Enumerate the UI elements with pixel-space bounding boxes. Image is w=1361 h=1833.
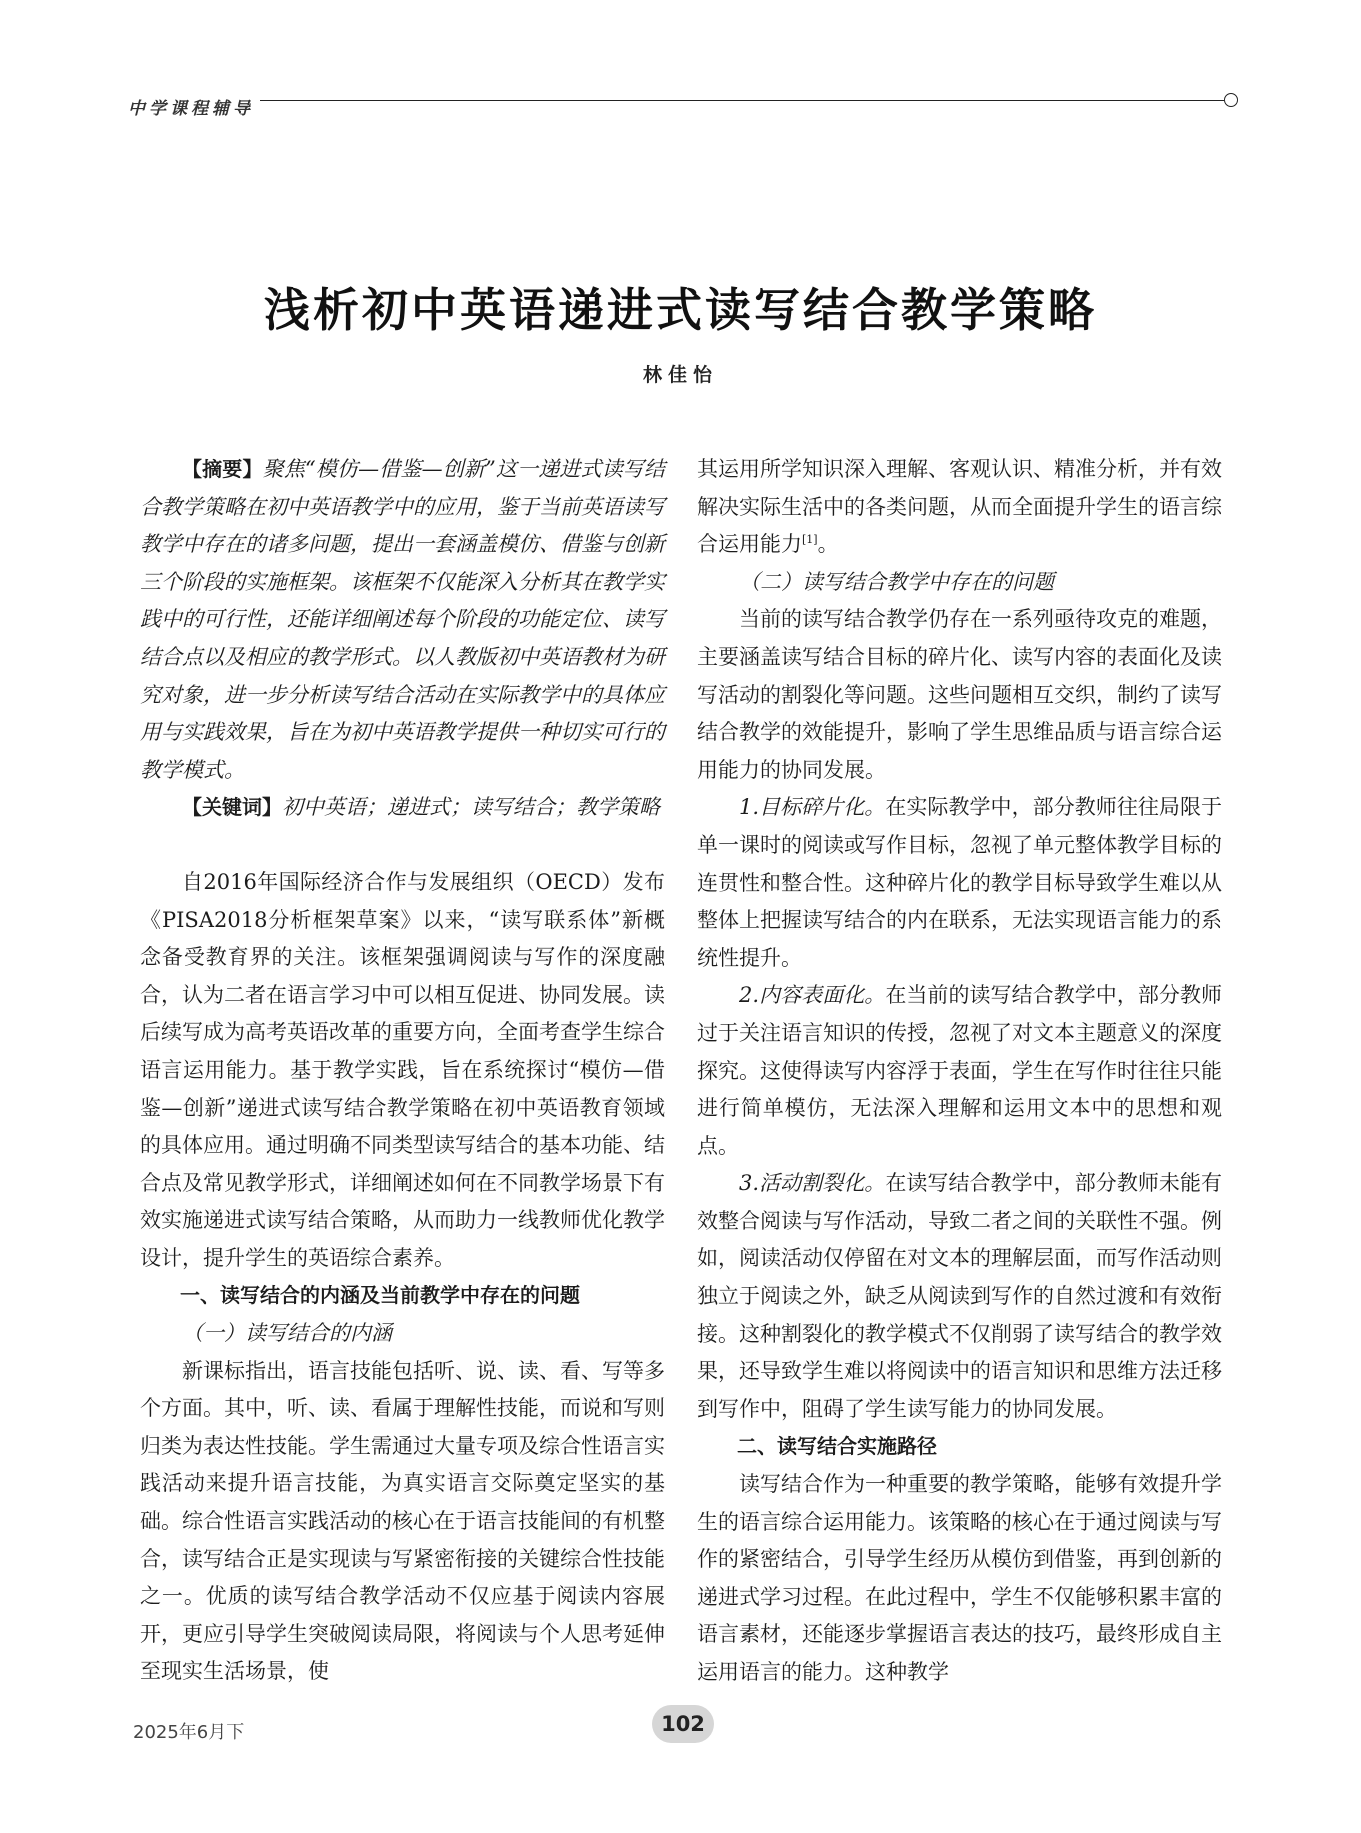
section2-paragraph: 读写结合作为一种重要的教学策略，能够有效提升学生的语言综合运用能力。该策略的核心在于通过阅读与写作的紧密结合，引导学生经历从模仿到借鉴，再到创新的递进式学习过程。在此过程中，学生不仅能够积累丰富的语言素材，还能逐步掌握语言表达的技巧，最终形成自主运用语言的能力。这种教学 [697,1472,1222,1684]
item2-text: 在当前的读写结合教学中，部分教师过于关注语言知识的传授，忽视了对文本主题意义的深度探究。这使得读写内容浮于表面，学生在写作时往往只能进行简单模仿，无法深入理解和运用文本中的思想和观点。 [697,983,1222,1158]
article-author: 林佳怡 [642,364,718,386]
continuation-text: 其运用所学知识深入理解、客观认识、精准分析，并有效解决实际生活中的各类问题，从而全面提升学生的语言综合运用能力 [697,457,1222,557]
continuation-end: 。 [817,532,839,557]
keywords-label: 【关键词】 [182,795,282,820]
page-number-badge: 102 [652,1705,714,1743]
citation-mark: [1] [802,533,818,547]
left-column [140,451,665,1691]
issue-date: 2025年6月下 [133,1722,245,1743]
journal-header [128,92,1238,122]
item1-paragraph [697,789,1222,977]
keywords-paragraph [140,789,665,827]
section1-heading: 一、读写结合的内涵及当前教学中存在的问题 [180,1283,580,1308]
item3-text: 在读写结合教学中，部分教师未能有效整合阅读与写作活动，导致二者之间的关联性不强。例如，阅读活动仅停留在对文本的理解层面，而写作活动则独立于阅读之外，缺乏从阅读到写作的自然过渡和有效衔接。这种割裂化的教学模式不仅削弱了读写结合的教学效果，还导致学生难以将阅读中的语言知识和思维方法迁移到写作中，阻碍了学生读写能力的协同发展。 [697,1171,1222,1421]
subsection1-continuation [697,451,1222,564]
item3-paragraph [697,1165,1222,1428]
item3-label: 3.活动割裂化。 [739,1171,886,1196]
subsection2-paragraph: 当前的读写结合教学仍存在一系列亟待攻克的难题，主要涵盖读写结合目标的碎片化、读写内容的表面化及读写活动的割裂化等问题。这些问题相互交织，制约了读写结合教学的效能提升，影响了学生思维品质与语言综合运用能力的协同发展。 [697,607,1222,782]
subsection2-heading: （二）读写结合教学中存在的问题 [739,569,1054,594]
intro-paragraph: 自2016年国际经济合作与发展组织（OECD）发布《PISA2018分析框架草案》以来，“读写联系体”新概念备受教育界的关注。该框架强调阅读与写作的深度融合，认为二者在语言学习中可以相互促进、协同发展。读后续写成为高考英语改革的重要方向，全面考查学生综合语言运用能力。基于教学实践，旨在系统探讨“模仿—借鉴—创新”递进式读写结合教学策略在初中英语教育领域的具体应用。通过明确不同类型读写结合的基本功能、结合点及常见教学形式，详细阐述如何在不同教学场景下有效实施递进式读写结合策略，从而助力一线教师优化教学设计，提升学生的英语综合素养。 [140,869,665,1270]
subsection1-paragraph: 新课标指出，语言技能包括听、说、读、看、写等多个方面。其中，听、读、看属于理解性技能，而说和写则归类为表达性技能。学生需通过大量专项及综合性语言实践活动来提升语言技能，为真实语言交际奠定坚实的基础。综合性语言实践活动的核心在于语言技能间的有机整合，读写结合正是实现读与写紧密衔接的关键综合性技能之一。优质的读写结合教学活动不仅应基于阅读内容展开，更应引导学生突破阅读局限，将阅读与个人思考延伸至现实生活场景，使 [140,1358,665,1684]
article-title: 浅析初中英语递进式读写结合教学策略 [264,283,1097,337]
item1-text: 在实际教学中，部分教师往往局限于单一课时的阅读或写作目标，忽视了单元整体教学目标的连贯性和整合性。这种碎片化的教学目标导致学生难以从整体上把握读写结合的内在联系，无法实现语言能力的系统性提升。 [697,795,1222,970]
right-column [697,451,1222,1692]
spacer [140,827,665,864]
item2-label: 2.内容表面化。 [739,983,886,1008]
keywords-text: 初中英语；递进式；读写结合；教学策略 [282,795,660,820]
header-circle-ornament [1224,93,1238,107]
section2-heading: 二、读写结合实施路径 [737,1434,937,1459]
item2-paragraph [697,977,1222,1165]
abstract-label: 【摘要】 [182,457,263,481]
journal-name: 中学课程辅导 [128,94,260,119]
header-rule [248,100,1224,101]
abstract-paragraph [140,451,665,789]
item1-label: 1.目标碎片化。 [739,795,886,820]
abstract-text: 聚焦“模仿—借鉴—创新”这一递进式读写结合教学策略在初中英语教学中的应用，鉴于当前英语读写教学中存在的诸多问题，提出一套涵盖模仿、借鉴与创新三个阶段的实施框架。该框架不仅能深入分析其在教学实践中的可行性，还能详细阐述每个阶段的功能定位、读写结合点以及相应的教学形式。以人教版初中英语教材为研究对象，进一步分析读写结合活动在实际教学中的具体应用与实践效果，旨在为初中英语教学提供一种切实可行的教学模式。 [140,457,665,782]
subsection1-heading: （一）读写结合的内涵 [182,1321,392,1346]
